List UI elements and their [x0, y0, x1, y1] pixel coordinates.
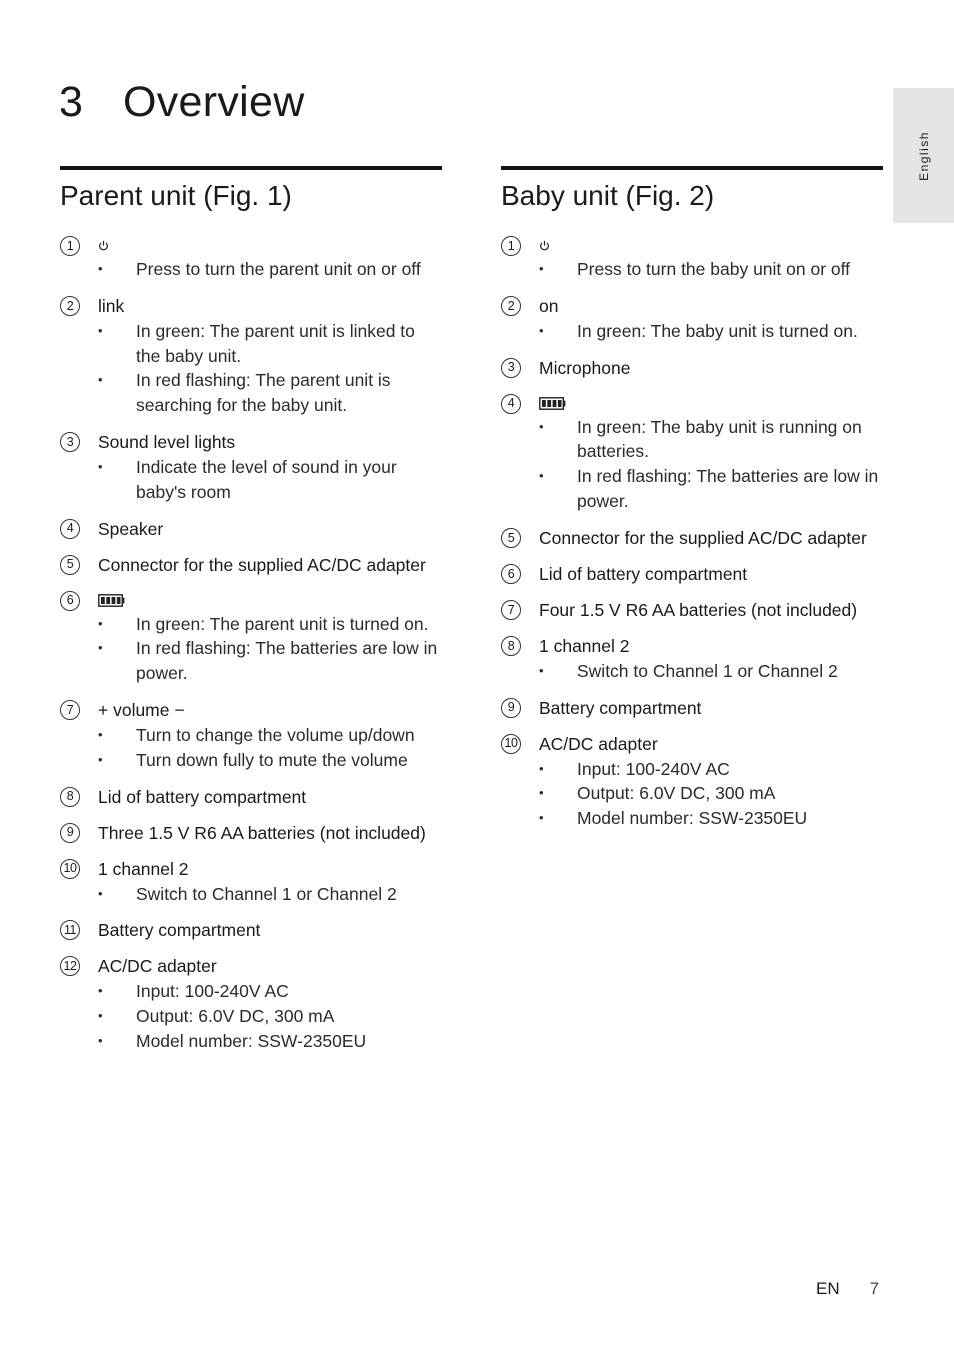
list-item [501, 526, 883, 550]
item-number-badge: 5 [60, 555, 80, 575]
list-item [60, 294, 442, 418]
language-tab-label: English [916, 130, 931, 181]
parent-unit-section [60, 166, 442, 1066]
item-label: AC/DC adapter [539, 733, 658, 754]
chapter-heading [59, 78, 305, 127]
list-item-heading [501, 392, 883, 414]
list-item-heading [60, 698, 442, 722]
list-item [501, 356, 883, 380]
list-item [501, 696, 883, 720]
bullet-item: • In red flashing: The batteries are low in power. [501, 464, 883, 514]
item-label: 1 channel 2 [98, 858, 189, 879]
bullet-list [60, 979, 442, 1053]
chapter-title: Overview [123, 78, 305, 126]
bullet-list [60, 257, 442, 282]
list-item-heading [60, 821, 442, 845]
bullet-item: • Switch to Channel 1 or Channel 2 [501, 659, 883, 684]
item-number-badge: 4 [501, 394, 521, 414]
baby-unit-section [501, 166, 883, 843]
list-item [501, 598, 883, 622]
item-icon [539, 234, 550, 251]
list-item [60, 821, 442, 845]
bullet-item: • Model number: SSW-2350EU [501, 806, 883, 831]
list-item-heading [501, 598, 883, 622]
list-item-heading [501, 634, 883, 658]
bullet-list [501, 415, 883, 514]
battery-icon [539, 397, 566, 410]
bullet-item: • In green: The parent unit is linked to the baby unit. [60, 319, 442, 369]
bullet-item: • Turn to change the volume up/down [60, 723, 442, 748]
list-item-heading [60, 589, 442, 611]
list-item [501, 732, 883, 831]
list-item-heading [501, 732, 883, 756]
list-item-heading [60, 857, 442, 881]
item-label: on [539, 295, 559, 316]
item-number-badge: 8 [501, 636, 521, 656]
list-item-heading [60, 954, 442, 978]
list-item [60, 553, 442, 577]
list-item [60, 234, 442, 282]
list-item-heading [501, 526, 883, 550]
bullet-item: • In red flashing: The parent unit is searching for the baby unit. [60, 368, 442, 418]
power-icon [539, 240, 550, 251]
item-label: Lid of battery compartment [98, 786, 307, 807]
bullet-list [60, 882, 442, 907]
bullet-item: • Press to turn the baby unit on or off [501, 257, 883, 282]
item-label: Battery compartment [539, 697, 702, 718]
item-number-badge: 3 [60, 432, 80, 452]
list-item-heading [60, 785, 442, 809]
list-item [501, 294, 883, 344]
item-number-badge: 6 [60, 591, 80, 611]
list-item-heading [501, 294, 883, 318]
item-label: Battery compartment [98, 920, 261, 941]
bullet-item: • Indicate the level of sound in your baby's room [60, 455, 442, 505]
item-number-badge: 1 [501, 236, 521, 256]
item-icon [539, 392, 566, 410]
item-number-badge: 5 [501, 528, 521, 548]
bullet-item: • Press to turn the parent unit on or off [60, 257, 442, 282]
bullet-list [501, 659, 883, 684]
language-tab [893, 88, 954, 223]
item-number-badge: 2 [60, 296, 80, 316]
bullet-list [60, 723, 442, 773]
page-number: 7 [869, 1279, 880, 1298]
list-item [60, 430, 442, 505]
battery-icon [98, 594, 125, 607]
bullet-item: • In green: The baby unit is running on batteries. [501, 415, 883, 465]
item-number-badge: 2 [501, 296, 521, 316]
list-item-heading [501, 234, 883, 256]
list-item [501, 392, 883, 514]
page-footer [816, 1279, 879, 1299]
item-number-badge: 10 [60, 859, 80, 879]
section-rule [501, 166, 883, 170]
list-item [60, 954, 442, 1053]
list-item-heading [60, 553, 442, 577]
item-label: AC/DC adapter [98, 956, 217, 977]
list-item-heading [501, 562, 883, 586]
list-item-heading [60, 234, 442, 256]
item-label: Lid of battery compartment [539, 563, 748, 584]
list-item-heading [60, 430, 442, 454]
parent-unit-title: Parent unit (Fig. 1) [60, 180, 292, 211]
item-label: Speaker [98, 518, 164, 539]
item-number-badge: 1 [60, 236, 80, 256]
baby-unit-list [501, 234, 883, 831]
item-number-badge: 4 [60, 519, 80, 539]
item-icon [98, 589, 125, 607]
list-item-heading [60, 517, 442, 541]
chapter-number: 3 [59, 78, 84, 126]
list-item [60, 918, 442, 942]
bullet-item: • Output: 6.0V DC, 300 mA [60, 1004, 442, 1029]
item-number-badge: 6 [501, 564, 521, 584]
item-label: + volume − [98, 699, 185, 720]
item-label: 1 channel 2 [539, 635, 630, 656]
footer-language: EN [816, 1279, 840, 1298]
item-label: Microphone [539, 357, 631, 378]
parent-unit-list [60, 234, 442, 1054]
bullet-item: • Turn down fully to mute the volume [60, 748, 442, 773]
list-item [60, 517, 442, 541]
item-number-badge: 7 [501, 600, 521, 620]
list-item-heading [501, 356, 883, 380]
item-number-badge: 3 [501, 358, 521, 378]
bullet-item: • Switch to Channel 1 or Channel 2 [60, 882, 442, 907]
bullet-list [60, 455, 442, 505]
list-item [60, 698, 442, 773]
item-label: link [98, 295, 125, 316]
bullet-list [60, 612, 442, 686]
item-icon [98, 234, 109, 251]
bullet-item: • In green: The baby unit is turned on. [501, 319, 883, 344]
bullet-item: • Input: 100-240V AC [501, 757, 883, 782]
item-number-badge: 12 [60, 956, 80, 976]
bullet-item: • In green: The parent unit is turned on. [60, 612, 442, 637]
list-item [501, 562, 883, 586]
item-label: Three 1.5 V R6 AA batteries (not included) [98, 822, 426, 843]
bullet-item: • Model number: SSW-2350EU [60, 1029, 442, 1054]
item-number-badge: 9 [60, 823, 80, 843]
list-item [501, 234, 883, 282]
list-item [60, 785, 442, 809]
item-number-badge: 9 [501, 698, 521, 718]
bullet-item: • Output: 6.0V DC, 300 mA [501, 781, 883, 806]
list-item [60, 589, 442, 686]
section-rule [60, 166, 442, 170]
item-number-badge: 8 [60, 787, 80, 807]
list-item [501, 634, 883, 684]
list-item-heading [501, 696, 883, 720]
item-label: Sound level lights [98, 431, 236, 452]
item-number-badge: 10 [501, 734, 521, 754]
power-icon [98, 240, 109, 251]
bullet-list [501, 319, 883, 344]
bullet-list [501, 757, 883, 831]
list-item [60, 857, 442, 907]
item-number-badge: 11 [60, 920, 80, 940]
list-item-heading [60, 918, 442, 942]
list-item-heading [60, 294, 442, 318]
item-number-badge: 7 [60, 700, 80, 720]
bullet-item: • In red flashing: The batteries are low in power. [60, 636, 442, 686]
item-label: Four 1.5 V R6 AA batteries (not included) [539, 599, 858, 620]
bullet-list [501, 257, 883, 282]
bullet-item: • Input: 100-240V AC [60, 979, 442, 1004]
item-label: Connector for the supplied AC/DC adapter [98, 554, 426, 575]
item-label: Connector for the supplied AC/DC adapter [539, 527, 867, 548]
bullet-list [60, 319, 442, 418]
baby-unit-title: Baby unit (Fig. 2) [501, 180, 715, 211]
